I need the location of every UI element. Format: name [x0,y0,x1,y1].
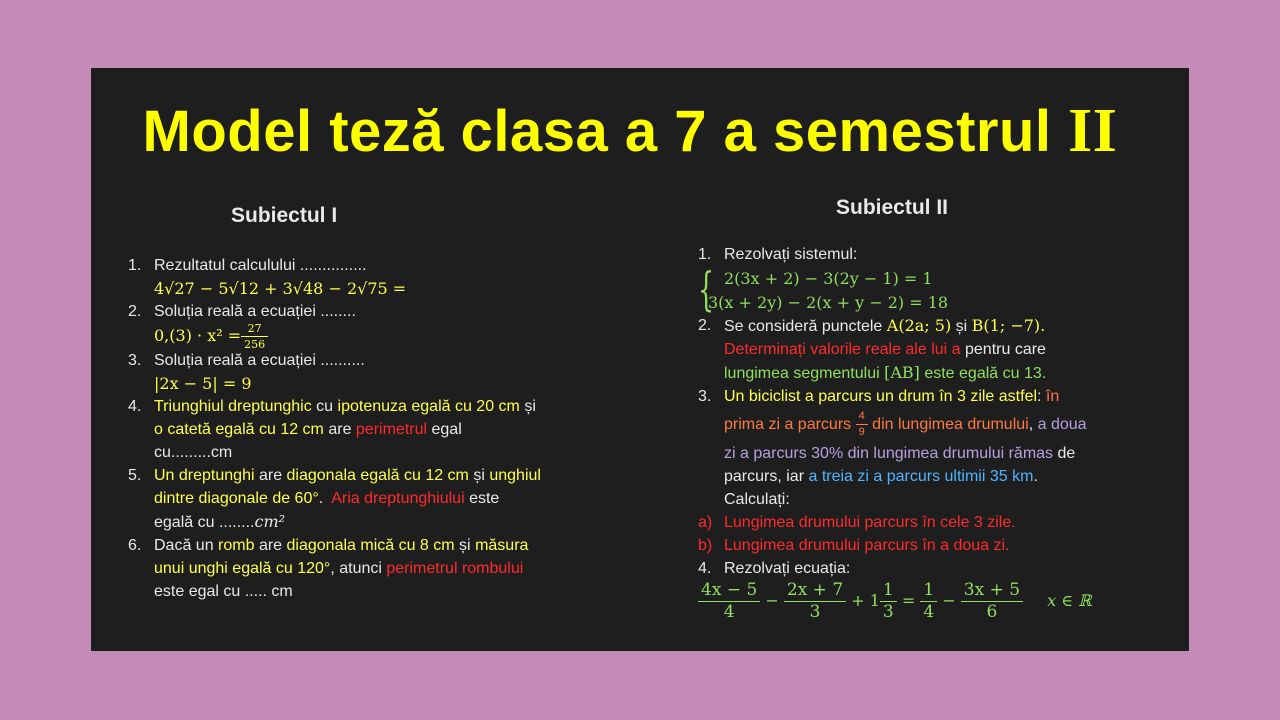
s1-item-4-line-3: cu.........cm [154,444,233,461]
s2-item-b [698,534,1178,557]
s1-item-2-num: 2. [128,303,142,320]
s2-item-3-i: de [1053,445,1076,462]
s2-item-3-line-4 [724,465,1178,488]
s1-item-4-d: și [519,398,536,415]
s1-item-2-math [154,323,598,349]
s2-item-3-h: zi a parcurs 30% din lungimea drumului rămas [724,445,1054,462]
s1-item-6-b: romb [218,537,255,554]
s2-system-eq-1: 2(3x + 2) − 3(2y − 1) = 1 [724,269,933,288]
s1-item-5-b: are [254,467,287,484]
fraction-denominator: 9 [858,426,865,439]
s1-item-5-a: Un dreptunghi [154,467,255,484]
eq-operator-4: − [942,591,956,610]
fraction-denominator: 3 [809,602,821,622]
s1-item-6-c: are [254,537,287,554]
s2-item-a [698,511,1178,534]
s2-item-3-line-5: Calculați: [724,491,790,508]
s2-item-4-num: 4. [698,560,712,577]
s1-item-3-text: Soluția reală a ecuației .......... [154,352,365,369]
title-roman: II [1068,97,1118,165]
s2-item-2-line-1 [724,314,1178,338]
s1-item-6-e: și [454,537,476,554]
s1-item-6-a: Dacă un [154,537,219,554]
fraction-denominator: 3 [882,602,894,622]
fraction-numerator: 1 [920,582,937,602]
s2-item-1-num: 1. [698,246,712,263]
s1-item-5-c: diagonala egală cu 12 cm [286,467,469,484]
s2-item-3-j: parcurs, iar [724,468,809,485]
s1-item-2-fraction [241,323,268,350]
s2-item-3-g: a doua [1037,416,1087,433]
eq-operator-3: = [901,591,916,610]
eq-fraction-1 [698,582,760,621]
s1-item-4-b: cu [311,398,338,415]
eq-domain: x ∈ ℝ [1047,591,1092,610]
s2-item-2-line-3 [724,361,1178,385]
s2-item-4-text: Rezolvați ecuația: [724,560,851,577]
s1-item-6-d: diagonala mică cu 8 cm [286,537,455,554]
subject-1-list [128,254,598,603]
s1-item-1-math: 4√27 − 5√12 + 3√48 − 2√75 = [154,279,407,298]
s1-item-4-g: perimetrul [355,421,428,438]
left-brace-icon: { [698,262,715,316]
s2-item-3-num: 3. [698,388,712,405]
s2-item-3-d: prima zi a parcurs [724,416,856,433]
s1-item-4-line-1 [154,395,598,418]
s1-item-6-f: măsura [475,537,529,554]
s2-item-2-f: pentru care [960,341,1046,358]
fraction-denominator: 6 [986,602,998,622]
s1-item-4-a: Triunghiul dreptunghic [154,398,312,415]
s2-item-1-text: Rezolvați sistemul: [724,246,858,263]
s1-item-5-j: egală cu ........ [154,514,255,531]
s1-item-6-line-2 [154,557,598,580]
s2-item-2-b: A(2a; 5) [886,316,952,335]
s1-item-6-i: perimetrul rombului [386,560,524,577]
s1-item-5-d: și [468,467,490,484]
fraction-numerator: 2x + 7 [784,582,846,602]
s2-item-2-d: B(1; −7). [971,316,1046,335]
s1-item-1-num: 1. [128,257,142,274]
fraction-numerator: 4x − 5 [698,582,760,602]
fraction-numerator: 3x + 5 [961,582,1023,602]
page-title [0,96,1260,167]
s1-item-4-line-2 [154,418,598,441]
s1-item-6-num: 6. [128,537,142,554]
s1-item-6 [128,534,598,603]
eq-fraction-5 [961,582,1023,621]
s1-item-2-eq: 0,(3) · x² = [154,326,242,345]
s2-item-3-fraction [856,411,868,438]
fraction-numerator: 4 [856,411,868,425]
s2-item-3 [698,385,1178,511]
subject-2-heading: Subiectul II [836,196,949,219]
s2-item-3-c: în [1045,388,1060,405]
s1-item-1 [128,254,598,300]
s1-item-6-line-1 [154,534,598,557]
s1-item-4 [128,395,598,464]
s2-equation [698,582,1178,621]
s2-item-2-i: este egală cu 13. [919,365,1047,382]
fraction-denominator: 256 [244,338,266,351]
eq-operator-1: − [765,591,779,610]
s2-item-a-text: Lungimea drumului parcurs în cele 3 zile. [724,514,1016,531]
s1-item-1-text: Rezultatul calculului ............... [154,257,367,274]
s1-item-6-h: , atunci [330,560,387,577]
s1-item-4-num: 4. [128,398,142,415]
subject-2-list [698,243,1178,621]
s1-item-5-k: cm² [254,512,286,531]
s2-item-2-g: lungimea segmentului [724,365,885,382]
fraction-numerator: 27 [241,323,268,337]
s1-item-5-line-2 [154,487,598,510]
s2-item-a-num: a) [698,514,713,531]
s1-item-4-e: o catetă egală cu 12 cm [154,421,324,438]
s2-item-3-l: . [1033,468,1038,485]
s2-item-2-line-2 [724,338,1178,361]
s1-item-2 [128,300,598,349]
s1-item-5-h: Aria dreptunghiului [331,490,465,507]
s1-item-5 [128,464,598,534]
s2-item-b-text: Lungimea drumului parcurs în a doua zi. [724,537,1010,554]
s1-item-3-num: 3. [128,352,142,369]
s2-item-3-a: Un biciclist a parcurs un drum în 3 zile astfel [724,388,1038,405]
s2-system [698,262,1178,316]
s2-item-3-f: , [1028,416,1038,433]
s1-item-3 [128,349,598,395]
s1-item-3-math: |2x − 5| = 9 [154,374,252,393]
s2-item-2-a: Se consideră punctele [724,318,887,335]
s1-item-5-g: . [318,490,332,507]
eq-fraction-3 [880,582,897,621]
subject-1-heading: Subiectul I [231,204,338,227]
s2-item-b-num: b) [698,537,713,554]
s1-item-6-g: unui unghi egală cu 120° [154,560,331,577]
s2-item-3-line-2 [724,408,1178,442]
s1-item-4-c: ipotenuza egală cu 20 cm [337,398,520,415]
eq-operator-2: + 1 [851,591,880,610]
s2-item-3-e: din lungimea drumului [867,416,1029,433]
s2-item-2-h: [AB] [884,363,920,382]
title-main: Model teză clasa a 7 a semestrul [142,99,1069,164]
s2-item-3-line-3 [724,442,1178,465]
s1-item-5-line-1 [154,464,598,487]
s1-item-5-num: 5. [128,467,142,484]
s2-item-3-k: a treia zi a parcurs ultimii 35 km [808,468,1034,485]
s2-item-3-line-1 [724,385,1178,408]
s1-item-5-f: dintre diagonale de 60° [154,490,319,507]
s2-item-1 [698,243,1178,266]
s1-item-5-line-3 [154,510,598,534]
s1-item-2-text: Soluția reală a ecuației ........ [154,303,356,320]
eq-fraction-4 [920,582,937,621]
s1-item-4-f: are [323,421,356,438]
s2-system-eq-2: 3(x + 2y) − 2(x + y − 2) = 18 [708,293,949,312]
s2-item-2-num: 2. [698,317,712,334]
s2-item-4 [698,557,1178,580]
s1-item-5-i: este [464,490,500,507]
s2-item-3-b: : [1037,388,1046,405]
s2-item-2 [698,314,1178,385]
s2-item-2-c: și [951,318,972,335]
fraction-denominator: 4 [723,602,735,622]
fraction-numerator: 1 [880,582,897,602]
s1-item-4-h: egal [427,421,462,438]
s1-item-5-e: unghiul [489,467,541,484]
s2-item-2-e: Determinați valorile reale ale lui a [724,341,961,358]
eq-fraction-2 [784,582,846,621]
s1-item-6-line-3: este egal cu ..... cm [154,583,293,600]
fraction-denominator: 4 [923,602,935,622]
